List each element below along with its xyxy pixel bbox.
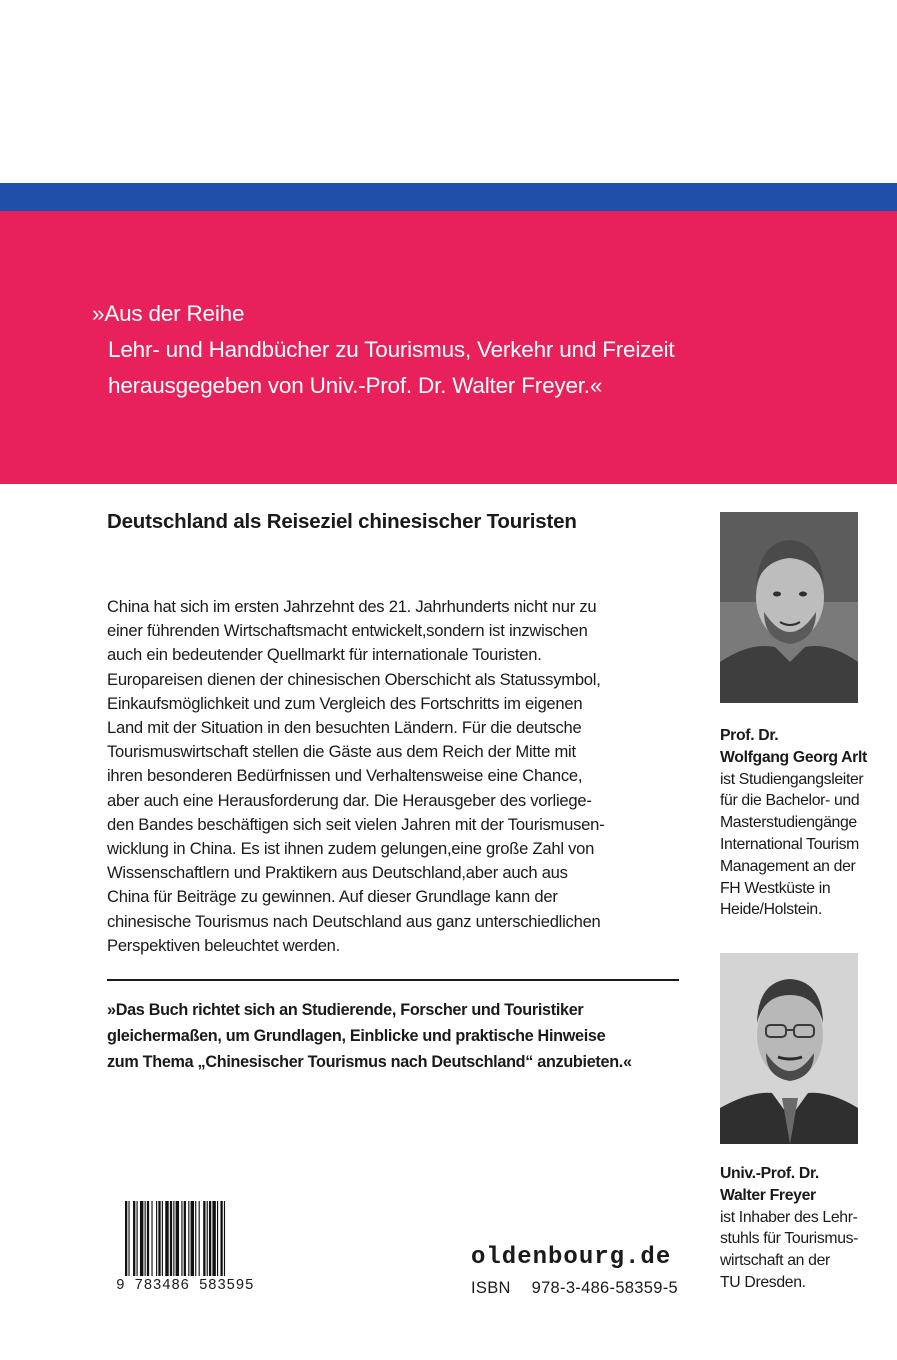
- author-bio-line: Masterstudiengänge: [720, 814, 857, 832]
- barcode-bar: [191, 1201, 194, 1276]
- barcode-bar: [224, 1201, 225, 1276]
- series-line-1: »Aus der Reihe: [92, 301, 245, 326]
- barcode-bar: [209, 1201, 211, 1276]
- barcode-bar: [220, 1201, 222, 1276]
- barcode-bar: [147, 1201, 149, 1276]
- author-photo-freyer: [720, 953, 858, 1144]
- barcode-bar: [145, 1201, 146, 1276]
- description-line: Tourismuswirtschaft stellen die Gäste aus dem Reich der Mitte mit: [107, 742, 576, 762]
- description-line: aber auch eine Herausforderung dar. Die Herausgeber des vorliege-: [107, 790, 592, 810]
- description-line: den Bandes beschäftigen sich seit vielen Jahren mit der Tourismusen-: [107, 814, 605, 834]
- author-bio-line: für die Bachelor- und: [720, 792, 860, 810]
- barcode-bar: [203, 1201, 205, 1276]
- description-line: ihren besonderen Bedürfnissen und Verhaltensweise eine Chance,: [107, 766, 583, 786]
- blue-stripe: [0, 183, 897, 211]
- description-line: chinesische Tourismus nach Deutschland aus ganz unterschiedlichen: [107, 911, 601, 931]
- description-line: Land mit der Situation in den besuchten Ländern. Für die deutsche: [107, 718, 582, 738]
- description-line: Einkaufsmöglichkeit und zum Vergleich des Fortschritts im eigenen: [107, 693, 583, 713]
- book-title: Deutschland als Reiseziel chinesischer Touristen: [107, 510, 577, 533]
- description: [107, 595, 687, 958]
- author-bio-line: TU Dresden.: [720, 1273, 806, 1291]
- barcode-bar: [162, 1201, 163, 1276]
- barcode-bar: [158, 1201, 160, 1276]
- author-bio-line: Management an der: [720, 857, 856, 875]
- barcode-bar: [181, 1201, 182, 1276]
- description-line: China für Beiträge zu gewinnen. Auf dieser Grundlage kann der: [107, 887, 558, 907]
- quote-line: zum Thema „Chinesischer Tourismus nach Deutschland“ anzubieten.«: [107, 1053, 632, 1071]
- quote-line: »Das Buch richtet sich an Studierende, Forscher und Touristiker: [107, 1001, 584, 1019]
- author-bio-line: wirtschaft an der: [720, 1252, 830, 1270]
- author-name: Wolfgang Georg Arlt: [720, 748, 867, 766]
- barcode-bar: [151, 1201, 152, 1276]
- barcode-bar: [217, 1201, 218, 1276]
- barcode-bar: [140, 1201, 143, 1276]
- isbn: [471, 1279, 678, 1298]
- isbn-label: ISBN: [471, 1279, 511, 1297]
- barcode-bar: [212, 1201, 215, 1276]
- top-margin: [0, 0, 897, 183]
- quote-line: gleichermaßen, um Grundlagen, Einblicke und praktische Hinweise: [107, 1027, 606, 1045]
- isbn-value: 978-3-486-58359-5: [531, 1279, 678, 1297]
- description-line: Perspektiven beleuchtet werden.: [107, 935, 341, 955]
- barcode-bar: [128, 1201, 129, 1276]
- description-line: auch ein bedeutender Quellmarkt für internationale Touristen.: [107, 645, 542, 665]
- barcode-number: 9 783486 583595: [116, 1278, 255, 1294]
- divider: [107, 979, 679, 981]
- description-line: wicklung in China. Es ist ihnen zudem gelungen,eine große Zahl von: [107, 839, 595, 859]
- description-line: Europareisen dienen der chinesischen Oberschicht als Statussymbol,: [107, 669, 601, 689]
- author-bio-line: FH Westküste in: [720, 879, 831, 897]
- author-bio-line: stuhls für Tourismus-: [720, 1230, 859, 1248]
- author-bio-line: ist Inhaber des Lehr-: [720, 1208, 858, 1226]
- description-line: einer führenden Wirtschaftsmacht entwickelt,sondern ist inzwischen: [107, 621, 588, 641]
- barcode-bar: [165, 1201, 168, 1276]
- series-line-3: herausgegeben von Univ.-Prof. Dr. Walter Freyer.«: [108, 373, 603, 398]
- barcode-bar: [176, 1201, 179, 1276]
- barcode-bar: [195, 1201, 196, 1276]
- author-name: Univ.-Prof. Dr.: [720, 1165, 819, 1182]
- author-bio-line: Heide/Holstein.: [720, 901, 822, 919]
- publisher-url: oldenbourg.de: [471, 1244, 672, 1271]
- description-line: Wissenschaftlern und Praktikern aus Deutschland,aber auch aus: [107, 863, 568, 883]
- barcode: [125, 1201, 262, 1276]
- author-arlt: [720, 725, 867, 921]
- portrait-freyer-image: [720, 953, 858, 1144]
- description-line: China hat sich im ersten Jahrzehnt des 21. Jahrhunderts nicht nur zu: [107, 597, 597, 616]
- quote: [107, 997, 687, 1075]
- barcode-bar: [184, 1201, 186, 1276]
- series-line-2: Lehr- und Handbücher zu Tourismus, Verkehr und Freizeit: [108, 337, 675, 362]
- author-photo-arlt: [720, 512, 858, 703]
- barcode-bar: [188, 1201, 189, 1276]
- author-name: Walter Freyer: [720, 1186, 816, 1204]
- barcode-bar: [207, 1201, 208, 1276]
- author-bio-line: ist Studiengangsleiter: [720, 770, 864, 788]
- author-bio-line: International Tourism: [720, 835, 859, 853]
- portrait-arlt-image: [720, 512, 858, 703]
- barcode-bar: [173, 1201, 174, 1276]
- barcode-bar: [133, 1201, 135, 1276]
- barcode-bar: [156, 1201, 157, 1276]
- series-text: [92, 296, 674, 404]
- author-name: Prof. Dr.: [720, 727, 779, 744]
- barcode-bar: [125, 1201, 127, 1276]
- barcode-bar: [199, 1201, 200, 1276]
- author-freyer: [720, 1163, 858, 1294]
- barcode-bar: [137, 1201, 138, 1276]
- barcode-bar: [170, 1201, 172, 1276]
